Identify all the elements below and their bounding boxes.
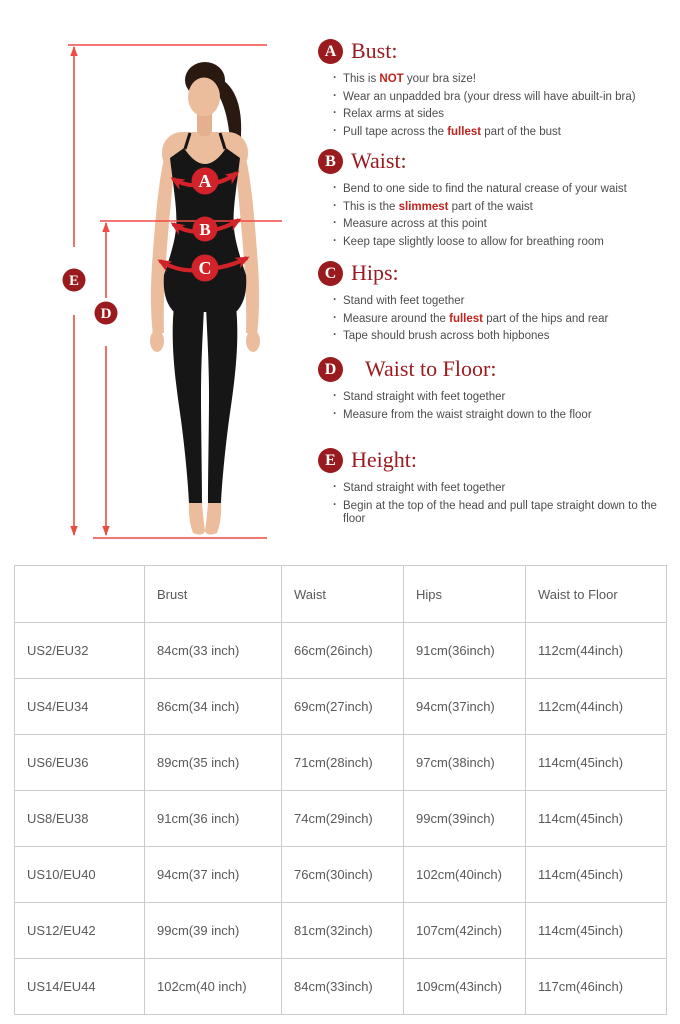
bullet-dot-icon: ·: [333, 329, 337, 341]
bullet-text: Measure from the waist straight down to the floor: [343, 408, 592, 421]
bullet-text: Wear an unpadded bra (your dress will have abuilt-in bra): [343, 90, 636, 103]
table-row: [15, 679, 667, 735]
measurement-cell: 84cm(33inch): [282, 959, 404, 1015]
size-cell: US2/EU32: [15, 623, 145, 679]
table-header-row: [15, 566, 667, 623]
measurement-cell: 81cm(32inch): [282, 903, 404, 959]
bullet-text: part of the waist: [448, 200, 533, 213]
section-letter-badge: D: [318, 357, 343, 382]
measurement-cell: 69cm(27inch): [282, 679, 404, 735]
bullet-text: Stand straight with feet together: [343, 391, 506, 403]
section-bullet-list: [318, 295, 669, 344]
bullet-text: This is: [343, 73, 380, 85]
bullet-text: Pull tape across the: [343, 125, 448, 138]
highlighted-word: fullest: [449, 312, 483, 325]
measurement-cell: 91cm(36inch): [404, 623, 526, 679]
model-figure: [150, 62, 260, 535]
table-row: [15, 735, 667, 791]
bullet-text: part of the hips and rear: [483, 312, 609, 325]
measure-section-e: [318, 447, 680, 531]
instruction-item: [333, 313, 669, 327]
size-cell: US14/EU44: [15, 959, 145, 1015]
size-table: [14, 565, 667, 1015]
measure-column-header: Waist: [282, 566, 404, 623]
hips-badge-letter: C: [198, 258, 212, 278]
bullet-dot-icon: ·: [333, 498, 337, 511]
bullet-dot-icon: ·: [333, 89, 337, 102]
measurement-cell: 99cm(39inch): [404, 791, 526, 847]
measurement-cell: 114cm(45inch): [526, 847, 667, 903]
measurement-cell: 84cm(33 inch): [145, 623, 282, 679]
waist-to-floor-label-letter: D: [100, 306, 112, 322]
measure-section-a: [318, 38, 680, 143]
section-bullet-list: [318, 183, 669, 249]
height-label-letter: E: [68, 273, 80, 289]
measure-column-header: Brust: [145, 566, 282, 623]
instruction-item: [333, 295, 669, 309]
size-cell: US10/EU40: [15, 847, 145, 903]
instruction-item: [333, 409, 669, 423]
bullet-dot-icon: ·: [333, 72, 337, 84]
bullet-dot-icon: ·: [333, 294, 337, 306]
measurement-cell: 89cm(35 inch): [145, 735, 282, 791]
measurement-cell: 86cm(34 inch): [145, 679, 282, 735]
section-bullet-list: [318, 482, 669, 527]
measure-column-header: Hips: [404, 566, 526, 623]
highlighted-word: slimmest: [398, 200, 449, 213]
table-row: [15, 623, 667, 679]
instruction-item: [333, 482, 669, 496]
measurement-cell: 114cm(45inch): [526, 735, 667, 791]
bullet-text: Stand with feet together: [343, 295, 465, 307]
bullet-dot-icon: ·: [333, 199, 337, 212]
bullet-text: Keep tape slightly loose to allow for breathing room: [343, 235, 604, 248]
bullet-text: Measure across at this point: [343, 218, 487, 230]
bullet-text: your bra size!: [403, 73, 476, 85]
bullet-text: Begin at the top of the head and pull tape straight down to the floor: [343, 499, 657, 525]
measurement-cell: 107cm(42inch): [404, 903, 526, 959]
instruction-item: [333, 183, 669, 197]
measurement-cell: 112cm(44inch): [526, 623, 667, 679]
measurement-cell: 94cm(37inch): [404, 679, 526, 735]
bullet-dot-icon: ·: [333, 481, 337, 493]
measurement-cell: 74cm(29inch): [282, 791, 404, 847]
measurement-cell: 114cm(45inch): [526, 791, 667, 847]
section-letter-badge: A: [318, 39, 343, 64]
section-title: Waist to Floor:: [365, 356, 497, 381]
bust-badge-letter: A: [198, 171, 212, 191]
figure-illustration: [0, 0, 330, 560]
bullet-text: This is the: [343, 200, 399, 213]
highlighted-word: fullest: [447, 125, 482, 138]
measurement-cell: 76cm(30inch): [282, 847, 404, 903]
section-title: Height:: [351, 447, 417, 472]
measurement-diagram: [0, 0, 330, 560]
bullet-dot-icon: ·: [333, 107, 337, 119]
size-cell: US8/EU38: [15, 791, 145, 847]
size-column-header: [15, 566, 145, 623]
measurement-cell: 91cm(36 inch): [145, 791, 282, 847]
table-row: [15, 959, 667, 1015]
measurement-cell: 66cm(26inch): [282, 623, 404, 679]
bullet-dot-icon: ·: [333, 311, 337, 324]
section-title: Hips:: [351, 260, 399, 285]
section-header-b: [318, 148, 680, 174]
measure-section-b: [318, 148, 680, 253]
section-header-a: [318, 38, 680, 64]
size-cell: US12/EU42: [15, 903, 145, 959]
bullet-text: Measure around the: [343, 312, 450, 325]
instruction-item: [333, 500, 669, 527]
size-cell: US4/EU34: [15, 679, 145, 735]
instruction-item: [333, 126, 669, 140]
measurement-cell: 102cm(40inch): [404, 847, 526, 903]
section-letter-badge: B: [318, 149, 343, 174]
measure-section-c: [318, 260, 680, 348]
highlighted-word: NOT: [379, 73, 404, 85]
bullet-dot-icon: ·: [333, 217, 337, 229]
table-row: [15, 903, 667, 959]
instruction-item: [333, 108, 669, 122]
measure-column-header: Waist to Floor: [526, 566, 667, 623]
instruction-item: [333, 236, 669, 250]
measurement-cell: 97cm(38inch): [404, 735, 526, 791]
bullet-dot-icon: ·: [333, 124, 337, 137]
section-header-e: [318, 447, 680, 473]
section-header-c: [318, 260, 680, 286]
section-bullet-list: [318, 73, 669, 139]
instruction-item: [333, 391, 669, 405]
measurement-cell: 109cm(43inch): [404, 959, 526, 1015]
bullet-dot-icon: ·: [333, 407, 337, 420]
section-letter-badge: C: [318, 261, 343, 286]
bullet-dot-icon: ·: [333, 182, 337, 194]
instruction-item: [333, 73, 669, 87]
measurement-cell: 114cm(45inch): [526, 903, 667, 959]
bullet-text: Bend to one side to find the natural crease of your waist: [343, 183, 627, 195]
waist-badge-letter: B: [199, 220, 211, 239]
section-title: Bust:: [351, 38, 398, 63]
section-header-d: [318, 356, 680, 382]
measurement-cell: 102cm(40 inch): [145, 959, 282, 1015]
bullet-text: Relax arms at sides: [343, 108, 444, 120]
measurement-cell: 112cm(44inch): [526, 679, 667, 735]
measure-section-d: [318, 356, 680, 426]
bullet-text: part of the bust: [481, 125, 561, 138]
size-table-header: [15, 566, 667, 623]
section-letter-badge: E: [318, 448, 343, 473]
size-cell: US6/EU36: [15, 735, 145, 791]
bullet-text: Tape should brush across both hipbones: [343, 330, 550, 342]
measurement-cell: 71cm(28inch): [282, 735, 404, 791]
instruction-item: [333, 218, 669, 232]
section-title: Waist:: [351, 148, 407, 173]
size-table-body: [15, 623, 667, 1015]
instruction-item: [333, 330, 669, 344]
table-row: [15, 791, 667, 847]
measurement-cell: 99cm(39 inch): [145, 903, 282, 959]
measurement-cell: 117cm(46inch): [526, 959, 667, 1015]
instruction-item: [333, 201, 669, 215]
instruction-item: [333, 91, 669, 105]
bullet-dot-icon: ·: [333, 234, 337, 247]
measurement-cell: 94cm(37 inch): [145, 847, 282, 903]
table-row: [15, 847, 667, 903]
section-bullet-list: [318, 391, 669, 422]
bullet-text: Stand straight with feet together: [343, 482, 506, 494]
bullet-dot-icon: ·: [333, 390, 337, 402]
